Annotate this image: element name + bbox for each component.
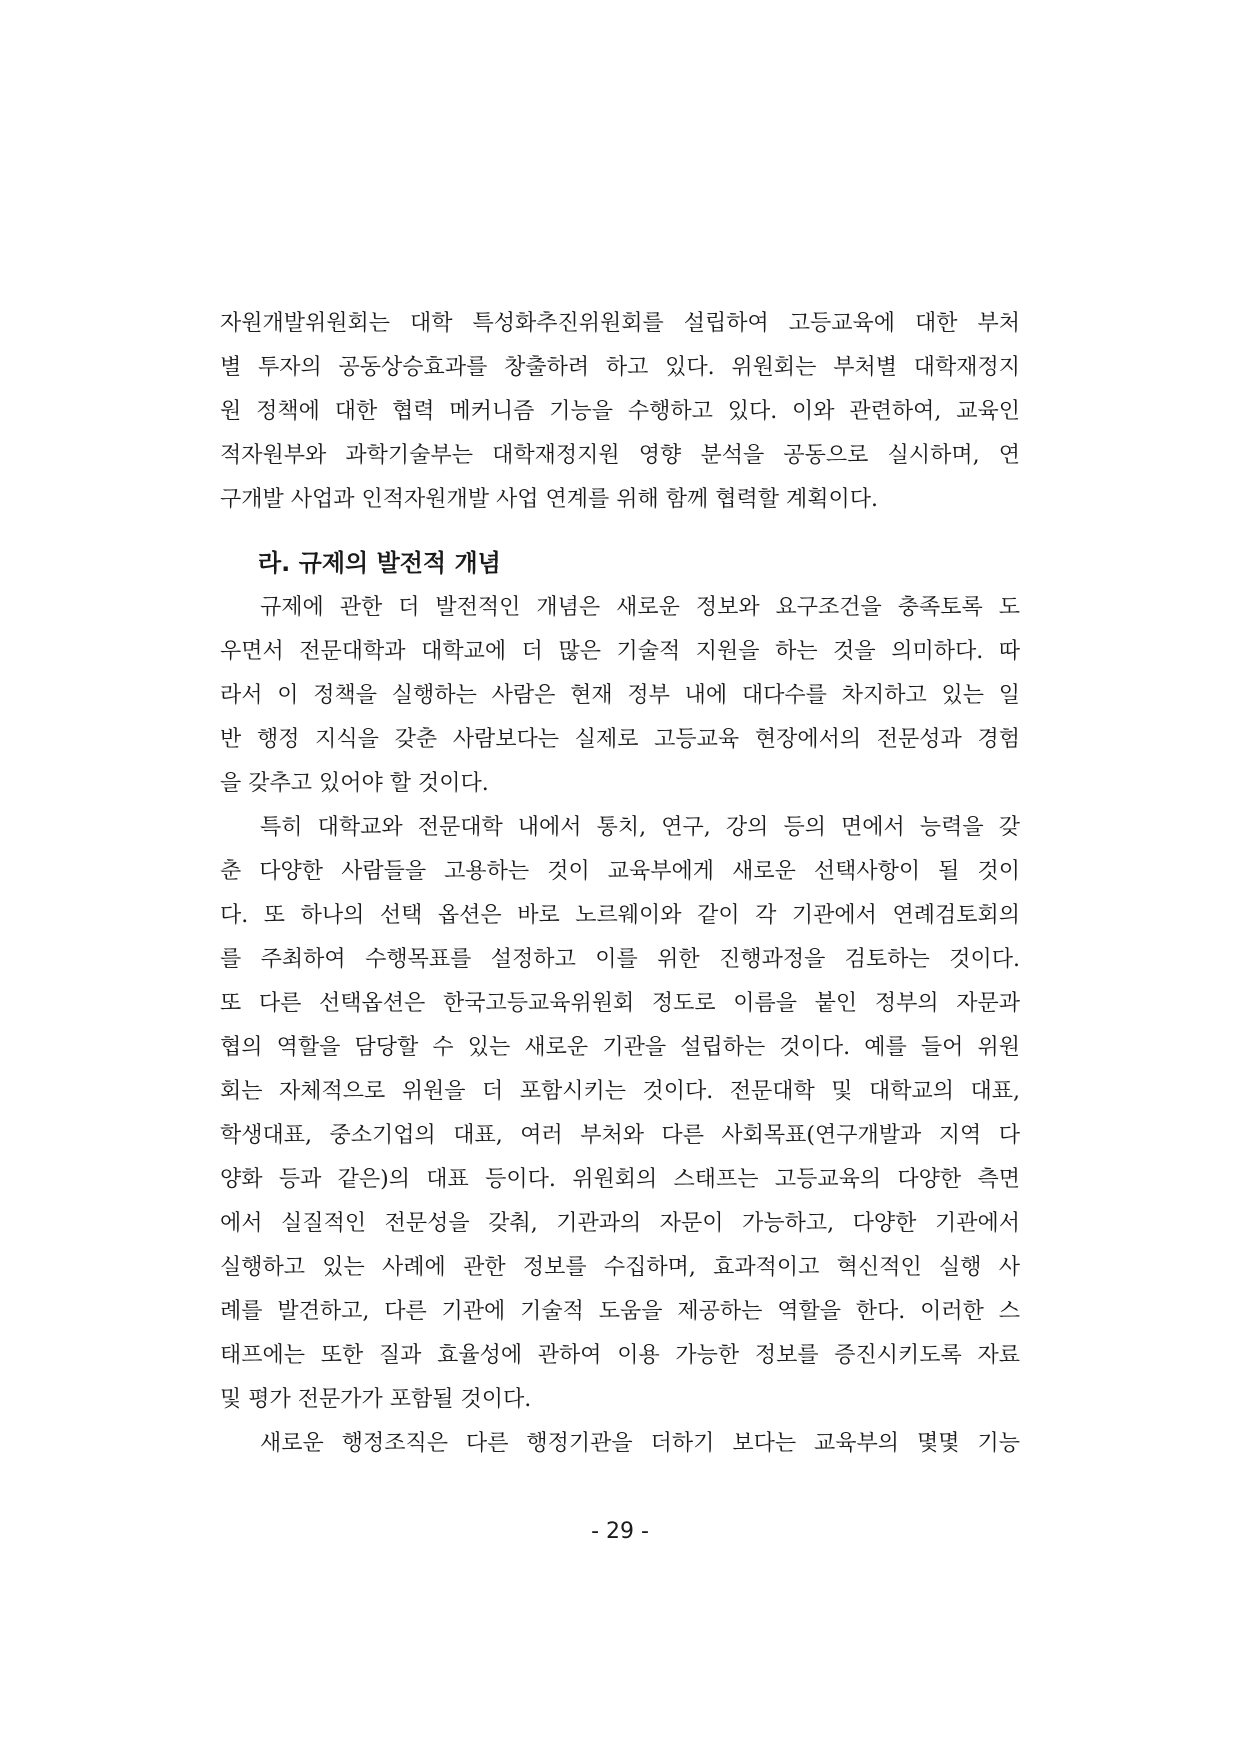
text-line: 자원개발위원회는 대학 특성화추진위원회를 설립하여 고등교육에 대한 부처 — [220, 311, 1020, 336]
paragraph-1 — [220, 302, 1020, 522]
paragraph-4 — [220, 1422, 1020, 1466]
text-line: 또 다른 선택옵션은 한국고등교육위원회 정도로 이름을 붙인 정부의 자문과 — [220, 991, 1020, 1016]
text-line: 적자원부와 과학기술부는 대학재정지원 영향 분석을 공동으로 실시하며, 연 — [220, 443, 1020, 468]
text-line: 새로운 행정조직은 다른 행정기관을 더하기 보다는 교육부의 몇몇 기능 — [260, 1431, 1020, 1456]
text-line: 양화 등과 같은)의 대표 등이다. 위원회의 스태프는 고등교육의 다양한 측면 — [220, 1167, 1020, 1192]
paragraph-3 — [220, 806, 1020, 1422]
text-line: 원 정책에 대한 협력 메커니즘 기능을 수행하고 있다. 이와 관련하여, 교육인 — [220, 399, 1020, 424]
text-line: 학생대표, 중소기업의 대표, 여러 부처와 다른 사회목표(연구개발과 지역 다 — [220, 1123, 1020, 1148]
paragraph-2 — [220, 586, 1020, 806]
text-line: 회는 자체적으로 위원을 더 포함시키는 것이다. 전문대학 및 대학교의 대표, — [220, 1079, 1020, 1104]
text-line: 별 투자의 공동상승효과를 창출하려 하고 있다. 위원회는 부처별 대학재정지 — [220, 355, 1020, 380]
page-number: - 29 - — [591, 1519, 649, 1544]
text-line: 다. 또 하나의 선택 옵션은 바로 노르웨이와 같이 각 기관에서 연례검토회의 — [220, 903, 1020, 928]
text-line: 실행하고 있는 사례에 관한 정보를 수집하며, 효과적이고 혁신적인 실행 사 — [220, 1255, 1020, 1280]
text-line: 을 갖추고 있어야 할 것이다. — [220, 771, 489, 796]
text-line: 구개발 사업과 인적자원개발 사업 연계를 위해 함께 협력할 계획이다. — [220, 487, 878, 512]
text-line: 반 행정 지식을 갖춘 사람보다는 실제로 고등교육 현장에서의 전문성과 경험 — [220, 727, 1020, 752]
section-heading: 라. 규제의 발전적 개념 — [258, 549, 501, 577]
text-line: 태프에는 또한 질과 효율성에 관하여 이용 가능한 정보를 증진시키도록 자료 — [220, 1343, 1020, 1368]
text-line: 우면서 전문대학과 대학교에 더 많은 기술적 지원을 하는 것을 의미하다. 따 — [220, 639, 1020, 664]
text-line: 라서 이 정책을 실행하는 사람은 현재 정부 내에 대다수를 차지하고 있는 일 — [220, 683, 1020, 708]
text-line: 및 평가 전문가가 포함될 것이다. — [220, 1387, 532, 1412]
text-line: 특히 대학교와 전문대학 내에서 통치, 연구, 강의 등의 면에서 능력을 갖 — [260, 815, 1020, 840]
body-paragraphs — [220, 586, 1020, 1466]
text-line: 규제에 관한 더 발전적인 개념은 새로운 정보와 요구조건을 충족토록 도 — [260, 595, 1020, 620]
text-line: 례를 발견하고, 다른 기관에 기술적 도움을 제공하는 역할을 한다. 이러한 스 — [220, 1299, 1020, 1324]
text-line: 에서 실질적인 전문성을 갖춰, 기관과의 자문이 가능하고, 다양한 기관에서 — [220, 1211, 1020, 1236]
text-line: 춘 다양한 사람들을 고용하는 것이 교육부에게 새로운 선택사항이 될 것이 — [220, 859, 1020, 884]
text-line: 를 주최하여 수행목표를 설정하고 이를 위한 진행과정을 검토하는 것이다. — [220, 947, 1020, 972]
text-line: 협의 역할을 담당할 수 있는 새로운 기관을 설립하는 것이다. 예를 들어 위원 — [220, 1035, 1020, 1060]
